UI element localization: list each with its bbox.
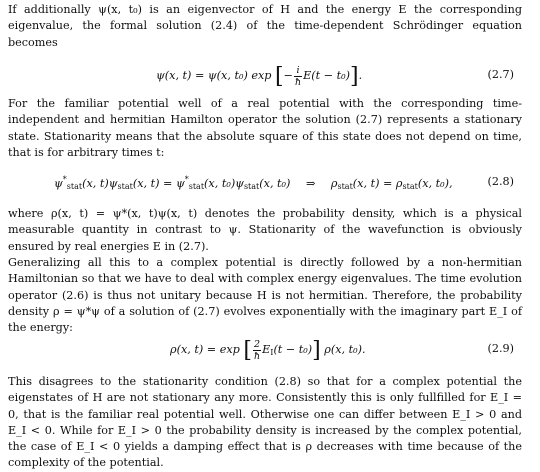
eq28-sub4: stat [243, 182, 260, 191]
eq29-fraction [253, 339, 261, 362]
eq28-rho1: ρ [330, 177, 338, 190]
eq28-sub2: stat [117, 182, 133, 191]
eq28-psi3: (x, t) = ψ [132, 177, 185, 190]
eq29-frac-num: 2 [254, 338, 261, 350]
eq29-frac-den: ħ [253, 350, 261, 362]
eq29-open-bracket: [ [243, 338, 252, 363]
eq27-rest: E(t − t₀) [303, 69, 350, 82]
eq28-psi4: (x, t₀)ψ [204, 177, 244, 190]
eq28-psi2: (x, t)ψ [82, 177, 118, 190]
eq28-sub3: stat [188, 182, 205, 191]
eq27-open-bracket: [ [275, 64, 284, 89]
eq27-frac-num: i [294, 65, 302, 77]
eq29-rhs: ρ(x, t₀). [324, 343, 366, 356]
eq27-frac-den: ħ [295, 76, 302, 88]
eq28-arrow: ⇒ [305, 177, 316, 190]
paragraph-conclusion: This disagrees to the stationarity condition (2.8) so that for a complex potential the eigenstates of H are not stationary any more. Consistently this is only fullfilled for E_I = 0, that is the familiar real potential well. Otherwise one can differ between E_I > 0 and E_I < 0. While for E_I > 0 the probability density is increased by the complex potential, the case of E_I < 0 yields a damping effect that is ρ decreases with time because of the complexity of the potential. [8, 375, 522, 470]
paragraph-intro: If additionally ψ(x, t₀) is an eigenvector of H and the energy E the corresponding eigenvalue, the formal solution (2.4) of the time-dependent Schrödinger equation becomes [8, 3, 522, 49]
equation-2-8 [0, 175, 540, 195]
eq27-number: (2.7) [487, 68, 514, 81]
eq28-psi1: ψ [54, 177, 63, 190]
equation-2-9 [0, 338, 540, 363]
paragraph-complex: Generalizing all this to a complex potential is directly followed by a non-hermitian Hamiltonian so that we have to deal with complex energy eigenvalues. The time evolution operator (2.6) is thus not unitary because H is not hermitian. Therefore, the probability density ρ = ψ*ψ of a solution of (2.7) evolves exponentially with the imaginary part E_I of the energy: [8, 256, 522, 335]
eq29-mid-rest: (t − t₀) [273, 343, 313, 356]
eq29-lhs: ρ(x, t) = exp [170, 343, 240, 356]
eq28-psi5: (x, t₀) [259, 177, 291, 190]
eq29-number: (2.9) [487, 342, 514, 355]
paragraph-stationary: For the familiar potential well of a real potential with the corresponding time-independent and hermitian Hamilton operator the solution (2.7) represents a stationary state. Stationarity means that the absolute square of this state does not depend on time, that is for arbitrary times t: [8, 97, 522, 159]
eq27-lhs: ψ(x, t) = ψ(x, t₀) exp [156, 69, 272, 82]
eq29-close-bracket: ] [312, 338, 321, 363]
eq28-star2: * [184, 175, 189, 184]
equation-2-7: ψ(x, t) = ψ(x, t₀) exp [− $\frac{i}{ħ}$ E(t − t₀)]. (2.7) [156, 64, 514, 89]
eq28-sub5: stat [337, 182, 353, 191]
eq28-sub1: stat [66, 182, 83, 191]
paragraph-density: where ρ(x, t) = ψ*(x, t)ψ(x, t) denotes the probability density, which is a physical measurable quantity in contrast to ψ. Stationarity of the wavefunction is obviously ensured by real energies E in (2.7). [8, 207, 522, 253]
eq28-star1: * [62, 175, 67, 184]
eq27-close-bracket: ] [349, 64, 359, 89]
eq28-number: (2.8) [487, 175, 514, 188]
eq29-mid: E [262, 343, 271, 356]
eq28-sub6: stat [402, 182, 418, 191]
eq28-rho2: (x, t) = ρ [352, 177, 403, 190]
eq29-mid-sub: I [270, 348, 274, 357]
eq28-rho3: (x, t₀), [417, 177, 453, 190]
eq27-fraction [294, 65, 302, 88]
